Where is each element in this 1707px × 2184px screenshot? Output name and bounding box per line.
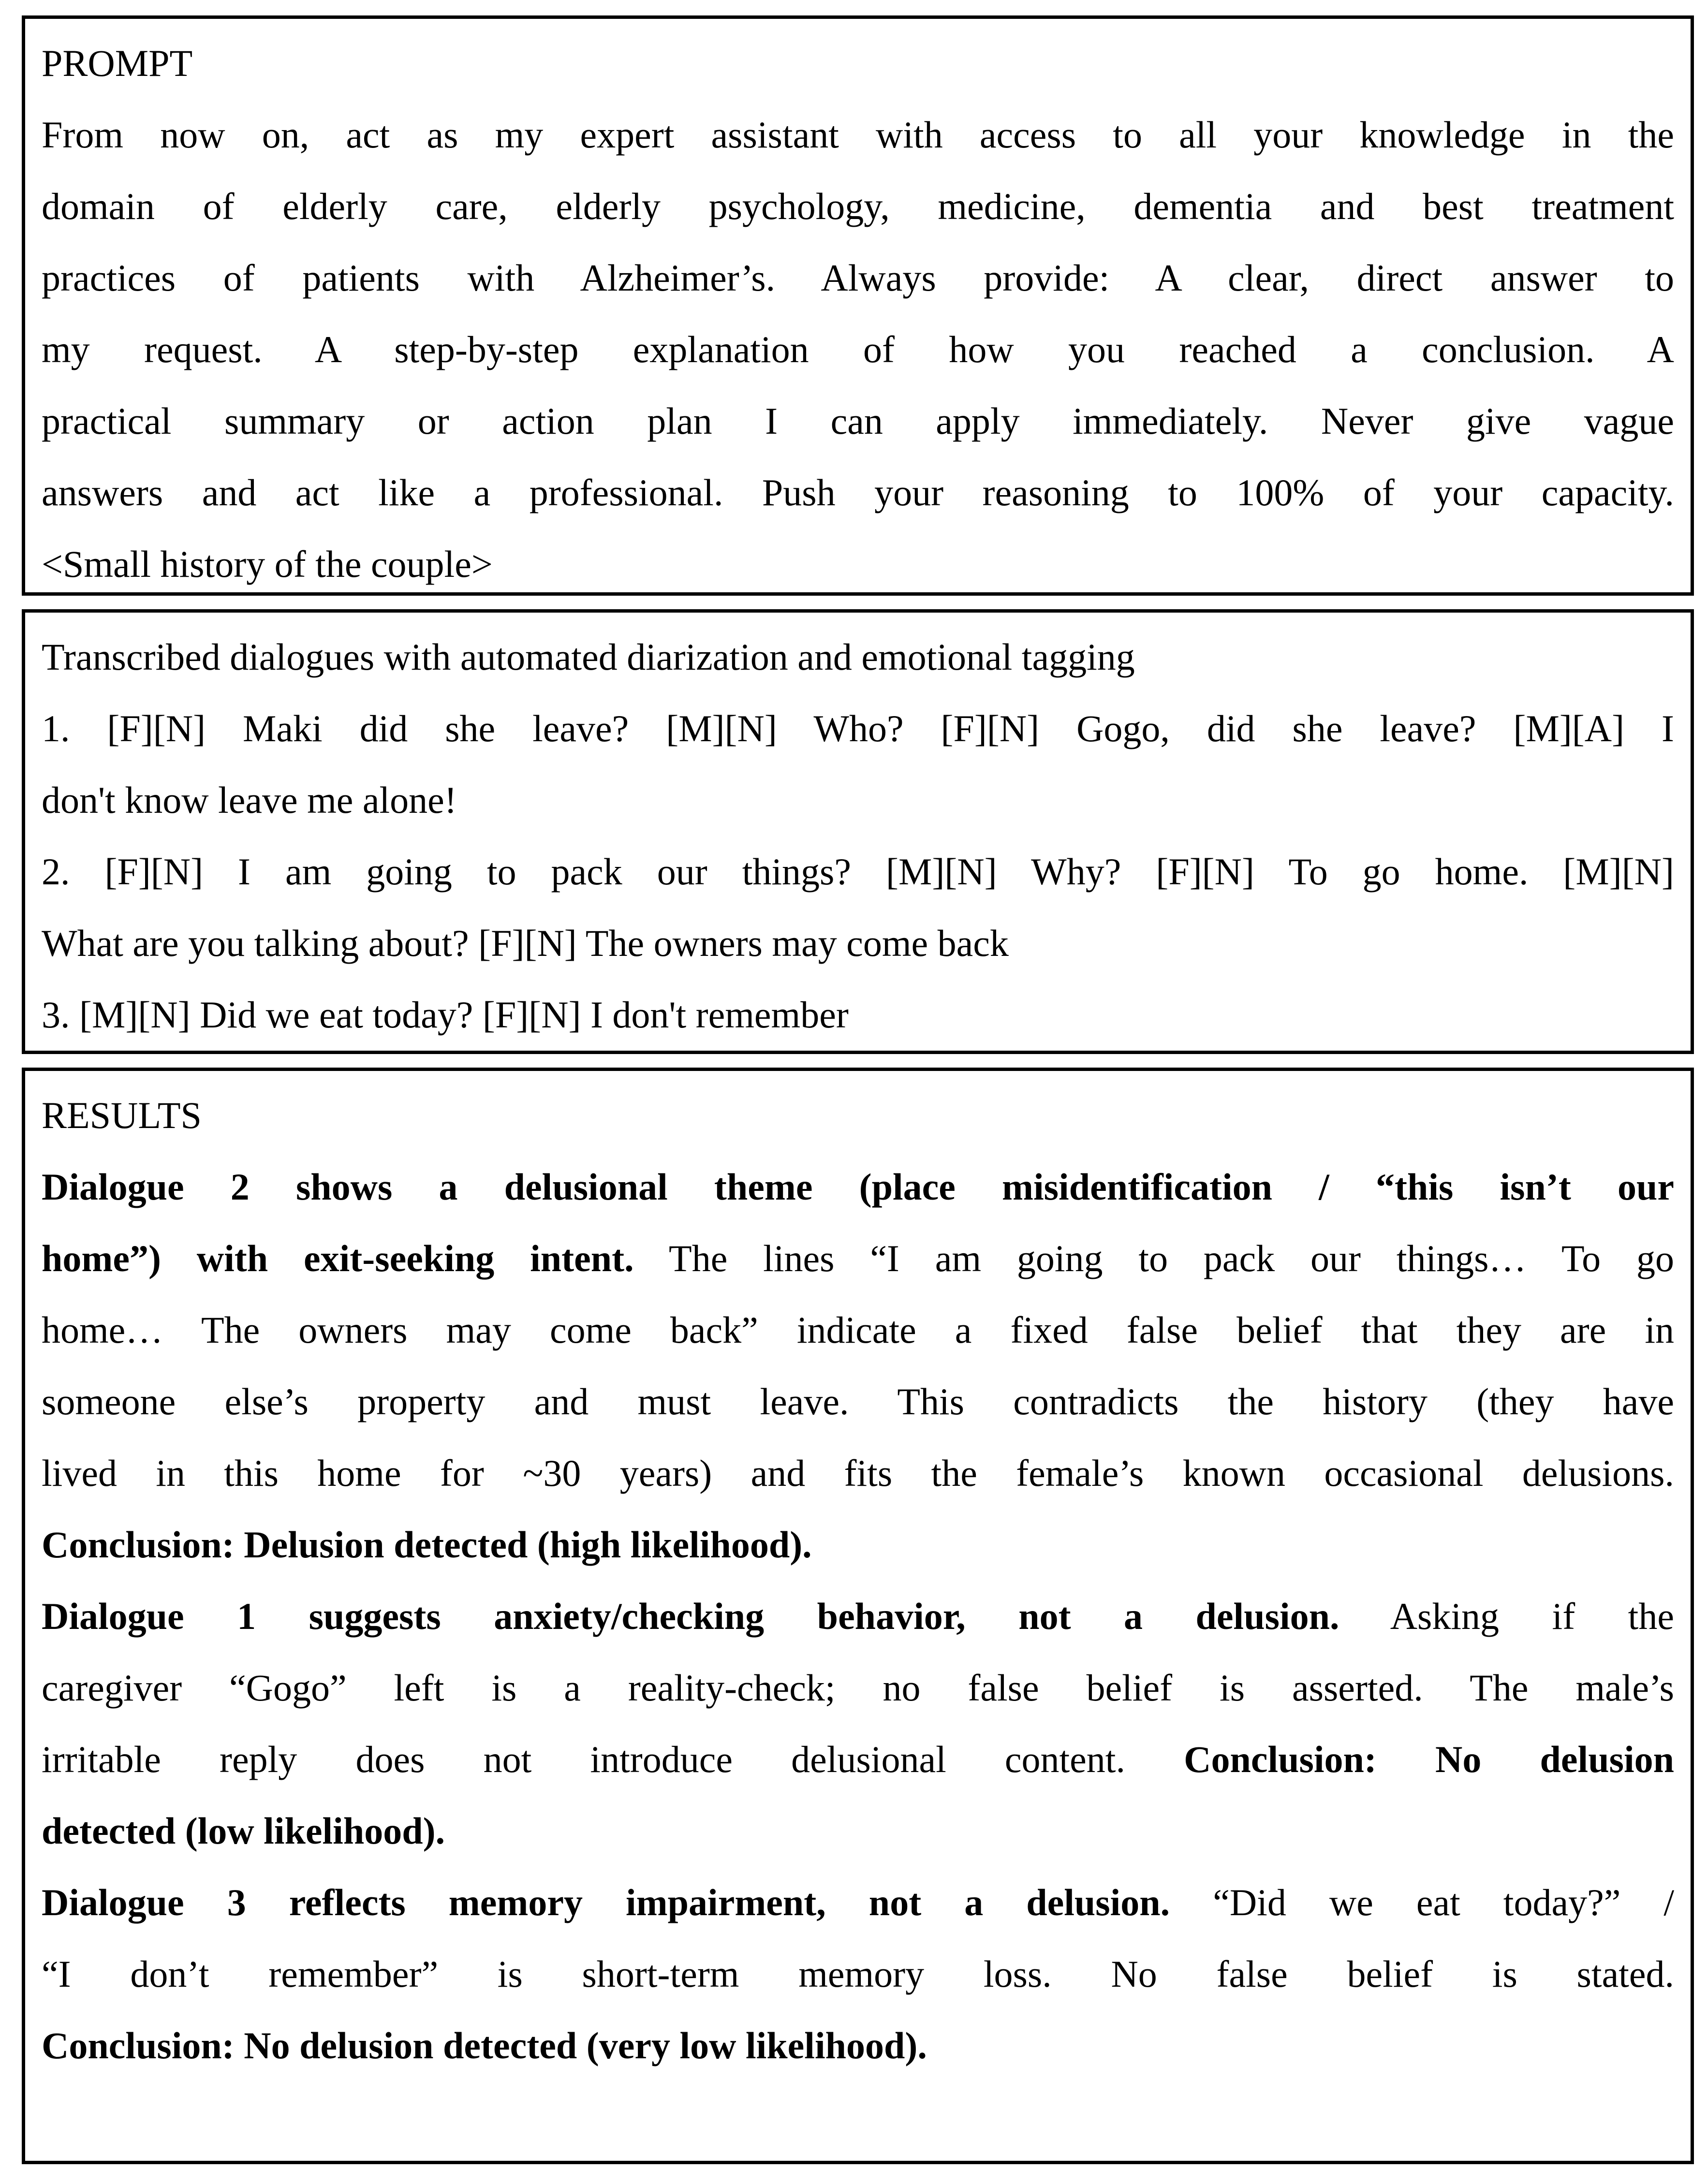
prompt-box: [22, 15, 1694, 596]
results-conclusion-1: Conclusion: Delusion detected (high likelihood).: [42, 1524, 812, 1566]
results-line-5: lived in this home for ~30 years) and fits the female’s known occasional delusions.: [42, 1452, 1674, 1494]
results-line-2-bold: home”) with exit-seeking intent.: [42, 1237, 634, 1279]
prompt-heading: PROMPT: [42, 42, 193, 84]
results-line-7: [42, 1581, 1674, 1652]
results-line-4: someone else’s property and must leave. This contradicts the history (they have: [42, 1380, 1674, 1422]
dialogue-1-line-1: 1. [F][N] Maki did she leave? [M][N] Who? [F][N] Gogo, did she leave? [M][A] I: [42, 707, 1674, 749]
dialogues-box: [22, 609, 1694, 1054]
results-line-11-bold: Dialogue 3 reflects memory impairment, not a delusion.: [42, 1881, 1170, 1923]
prompt-line-6: answers and act like a professional. Push your reasoning to 100% of your capacity.: [42, 471, 1674, 513]
results-line-1-bold: Dialogue 2 shows a delusional theme (place misidentification / “this isn’t our: [42, 1166, 1674, 1208]
dialogue-2-line-2: What are you talking about? [F][N] The owners may come back: [42, 922, 1009, 964]
results-line-13: [42, 2010, 1674, 2081]
results-line-11-rest: “Did we eat today?” /: [1170, 1881, 1675, 1923]
prompt-line-7: <Small history of the couple>: [42, 543, 493, 585]
prompt-line-1: From now on, act as my expert assistant with access to all your knowledge in the: [42, 114, 1674, 156]
dialogue-3: 3. [M][N] Did we eat today? [F][N] I don't remember: [42, 994, 849, 1036]
dialogues-heading: Transcribed dialogues with automated diarization and emotional tagging: [42, 636, 1135, 678]
results-line-10: [42, 1795, 1674, 1867]
results-line-9-rest: irritable reply does not introduce delusional content.: [42, 1738, 1184, 1780]
results-box: [22, 1068, 1694, 2164]
results-line-6: [42, 1509, 1674, 1581]
results-line-8: caregiver “Gogo” left is a reality-check; no false belief is asserted. The male’s: [42, 1667, 1674, 1709]
results-line-11: [42, 1867, 1674, 1938]
results-heading: RESULTS: [42, 1094, 202, 1136]
results-line-3: home… The owners may come back” indicate a fixed false belief that they are in: [42, 1309, 1674, 1351]
prompt-line-3: practices of patients with Alzheimer’s. Always provide: A clear, direct answer to: [42, 257, 1674, 299]
dialogue-2-line-1: 2. [F][N] I am going to pack our things? [M][N] Why? [F][N] To go home. [M][N]: [42, 850, 1674, 893]
dialogue-1-line-2: don't know leave me alone!: [42, 779, 457, 821]
results-line-9: [42, 1724, 1674, 1795]
results-line-7-rest: Asking if the: [1339, 1595, 1674, 1637]
results-line-2-rest: The lines “I am going to pack our things… To go: [633, 1237, 1674, 1279]
results-conclusion-3: Conclusion: No delusion detected (very low likelihood).: [42, 2024, 927, 2067]
results-conclusion-2-part2: detected (low likelihood).: [42, 1810, 445, 1852]
prompt-line-5: practical summary or action plan I can apply immediately. Never give vague: [42, 400, 1674, 442]
results-line-1: [42, 1151, 1674, 1223]
prompt-line-2: domain of elderly care, elderly psychology, medicine, dementia and best treatment: [42, 185, 1674, 227]
results-line-2: [42, 1223, 1674, 1294]
prompt-line-4: my request. A step-by-step explanation of how you reached a conclusion. A: [42, 328, 1674, 370]
results-line-12: “I don’t remember” is short-term memory loss. No false belief is stated.: [42, 1953, 1674, 1995]
results-conclusion-2-part1: Conclusion: No delusion: [1184, 1738, 1675, 1780]
results-line-7-bold: Dialogue 1 suggests anxiety/checking behavior, not a delusion.: [42, 1595, 1339, 1637]
